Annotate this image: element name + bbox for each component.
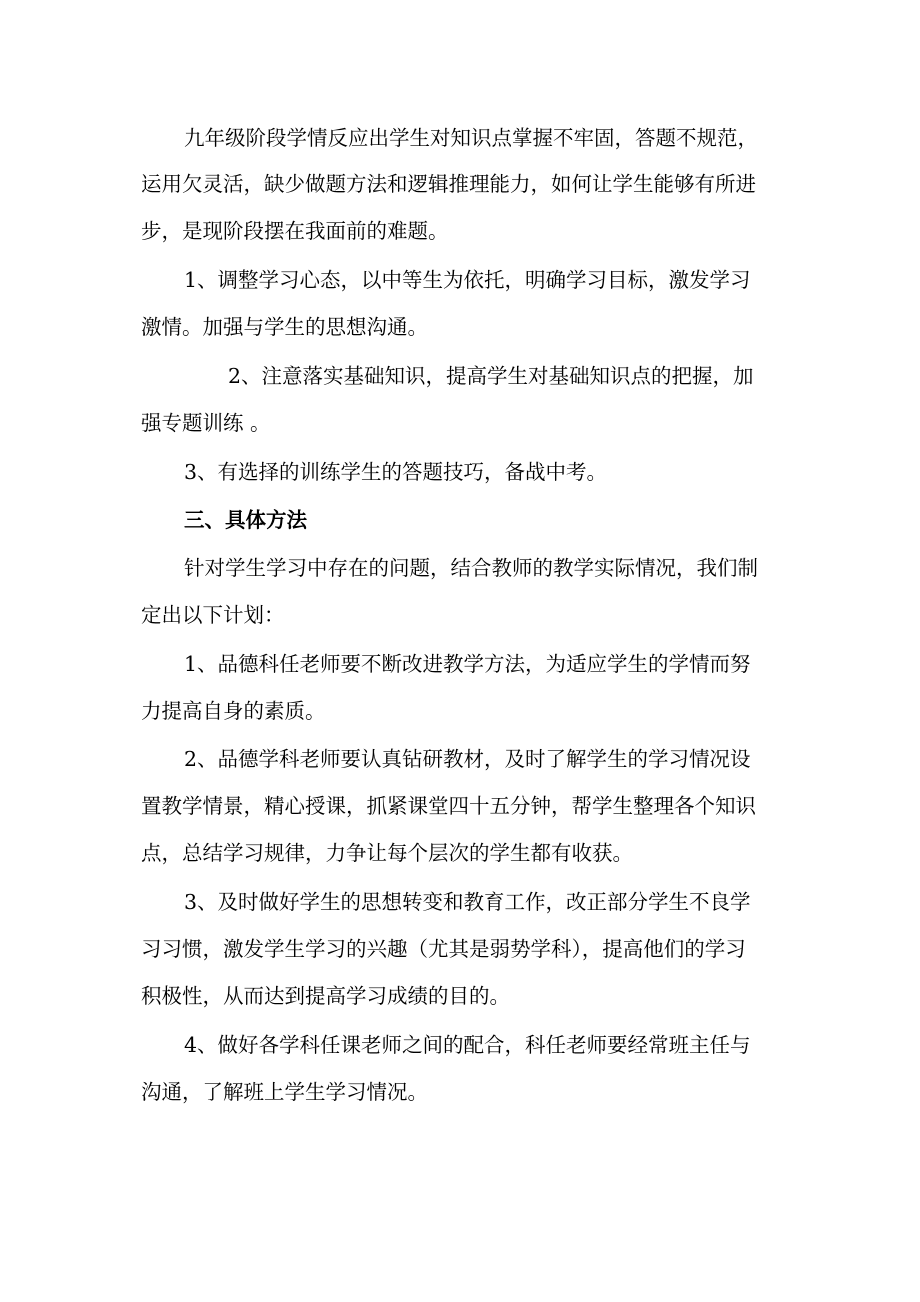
paragraph-intro-line-2: 运用欠灵活，缺少做题方法和逻辑推理能力，如何让学生能够有所进	[141, 172, 756, 196]
plan-4-line-2: 沟通，了解班上学生学习情况。	[141, 1080, 428, 1104]
plan-3-line-1: 3、及时做好学生的思想转变和教育工作，改正部分学生不良学	[184, 890, 751, 914]
plan-1-line-1: 1、品德科任老师要不断改进教学方法，为适应学生的学情而努	[184, 652, 751, 676]
item-2-line-2: 强专题训练 。	[141, 411, 271, 435]
item-3-line-1: 3、有选择的训练学生的答题技巧，备战中考。	[184, 460, 608, 484]
plan-intro-line-2: 定出以下计划：	[141, 603, 285, 627]
plan-2-line-2: 置教学情景，精心授课，抓紧课堂四十五分钟，帮学生整理各个知识	[141, 794, 756, 818]
paragraph-intro-line-3: 步，是现阶段摆在我面前的难题。	[141, 219, 449, 243]
plan-3-line-3: 积极性，从而达到提高学习成绩的目的。	[141, 984, 510, 1008]
plan-4-line-1: 4、做好各学科任课老师之间的配合，科任老师要经常班主任与	[184, 1033, 751, 1057]
plan-2-line-1: 2、品德学科老师要认真钻研教材，及时了解学生的学习情况设	[184, 747, 751, 771]
plan-3-line-2: 习习惯，激发学生学习的兴趣（尤其是弱势学科），提高他们的学习	[141, 937, 746, 961]
item-1-line-2: 激情。加强与学生的思想沟通。	[141, 315, 428, 339]
paragraph-intro-line-1: 九年级阶段学情反应出学生对知识点掌握不牢固，答题不规范，	[184, 126, 758, 150]
section-heading: 三、具体方法	[184, 508, 307, 532]
item-2-line-1: 2、注意落实基础知识，提高学生对基础知识点的把握，加	[228, 364, 754, 388]
plan-2-line-3: 点，总结学习规律，力争让每个层次的学生都有收获。	[141, 841, 633, 865]
item-1-line-1: 1、调整学习心态，以中等生为依托，明确学习目标，激发学习	[184, 268, 751, 292]
plan-intro-line-1: 针对学生学习中存在的问题，结合教师的教学实际情况，我们制	[184, 556, 758, 580]
plan-1-line-2: 力提高自身的素质。	[141, 699, 326, 723]
